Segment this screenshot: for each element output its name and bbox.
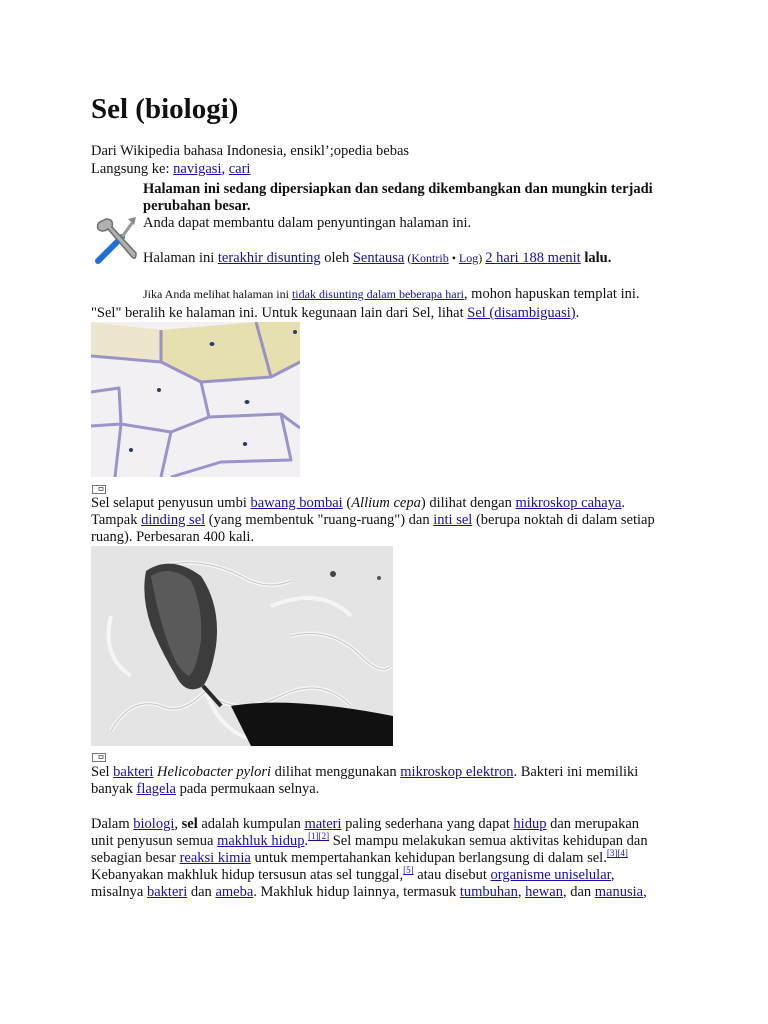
body-text: , dan — [562, 884, 595, 900]
notice-note — [143, 286, 683, 303]
flagella-link[interactable]: flagela — [136, 781, 176, 797]
body-text: . Makhluk hidup lainnya, termasuk — [253, 884, 460, 900]
animals-link[interactable]: hewan — [525, 884, 563, 900]
caption-text: ( — [342, 495, 352, 511]
notice-edited — [143, 250, 683, 267]
edited-by: oleh — [320, 250, 353, 266]
unicellular-link[interactable]: organisme uniselular — [490, 867, 611, 883]
body-text: sebagian besar — [91, 850, 180, 866]
body-text: . — [304, 833, 309, 849]
paren-open: ( — [404, 251, 412, 265]
caption-text: banyak — [91, 781, 137, 797]
body-paragraph — [91, 816, 683, 901]
caption-text: . Bakteri ini memiliki — [513, 764, 639, 780]
body-text: adalah kumpulan — [197, 816, 305, 832]
caption-line: ruang). Perbesaran 400 kali. — [91, 529, 255, 545]
contrib-link[interactable]: Kontrib — [411, 251, 449, 265]
bullet: • — [448, 251, 459, 265]
notice-heading: Halaman ini sedang dipersiapkan dan sedang dikembangkan dan mungkin terjadi perubahan besar. — [143, 181, 653, 214]
tagline: Dari Wikipedia bahasa Indonesia, ensikl’;opedia bebas — [91, 143, 410, 159]
bacteria-link[interactable]: bakteri — [146, 884, 188, 900]
body-line — [91, 884, 683, 901]
caption-text: (berupa noktah di dalam setiap — [472, 512, 655, 528]
term-bold: sel — [181, 816, 198, 832]
plants-link[interactable]: tumbuhan — [459, 884, 518, 900]
jump-prefix: Langsung ke: — [91, 161, 174, 177]
body-line — [91, 833, 683, 850]
enlarge-icon[interactable] — [92, 485, 106, 494]
light-microscope-link[interactable]: mikroskop cahaya — [515, 495, 622, 511]
note-suffix: , mohon hapuskan templat ini. — [463, 286, 640, 302]
body-line — [91, 867, 683, 884]
body-text: , — [517, 884, 526, 900]
disambiguation-link[interactable]: Sel (disambiguasi) — [467, 305, 576, 321]
body-text: atau disebut — [413, 867, 491, 883]
body-text: , — [174, 816, 182, 832]
body-text: , — [610, 867, 615, 883]
caption-text: pada permukaan selnya. — [175, 781, 320, 797]
body-text: dan merupakan — [546, 816, 640, 832]
body-text: dan — [187, 884, 216, 900]
organism-link[interactable]: makhluk hidup — [217, 833, 305, 849]
body-text: , — [643, 884, 647, 900]
body-text: misalnya — [91, 884, 147, 900]
nucleus-link[interactable]: inti sel — [433, 512, 473, 528]
bacteria-link[interactable]: bakteri — [113, 764, 154, 780]
edited-prefix: Halaman ini — [143, 250, 218, 266]
redirect-text: "Sel" beralih ke halaman ini. Untuk kegunaan lain dari Sel, lihat — [91, 305, 468, 321]
onion-cell-image[interactable] — [91, 322, 300, 477]
body-text: untuk mempertahankan kehidupan berlangsung di dalam sel. — [250, 850, 607, 866]
search-link[interactable]: cari — [228, 161, 251, 177]
reference-link[interactable]: [1][2] — [308, 831, 330, 841]
redirect-end: . — [575, 305, 580, 321]
log-link[interactable]: Log — [458, 251, 479, 265]
amoeba-link[interactable]: ameba — [215, 884, 254, 900]
page-title: Sel (biologi) — [91, 93, 239, 125]
jump-sep: , — [221, 161, 229, 177]
caption-text: dilihat menggunakan — [271, 764, 401, 780]
caption-text: Sel — [91, 764, 114, 780]
nav-link[interactable]: navigasi — [173, 161, 222, 177]
not-edited-link[interactable]: tidak disunting dalam beberapa hari — [291, 287, 464, 301]
bacteria-drawing — [91, 546, 393, 746]
caption-text: ) dilihat dengan — [420, 495, 516, 511]
reference-link[interactable]: [5] — [403, 865, 414, 875]
caption-text: (yang membentuk "ruang-ruang") dan — [205, 512, 434, 528]
onion-link[interactable]: bawang bombai — [250, 495, 343, 511]
last-edited-link[interactable]: terakhir disunting — [217, 250, 321, 266]
jump-links — [91, 161, 250, 178]
electron-microscope-link[interactable]: mikroskop elektron — [400, 764, 514, 780]
body-text: Kebanyakan makhluk hidup tersusun atas sel tunggal, — [91, 867, 404, 883]
caption-text: . — [621, 495, 626, 511]
caption-text: Sel selaput penyusun umbi — [91, 495, 251, 511]
bacteria-image[interactable] — [91, 546, 393, 746]
chemical-reaction-link[interactable]: reaksi kimia — [179, 850, 251, 866]
caption-line — [91, 495, 683, 512]
cell-wall-link[interactable]: dinding sel — [141, 512, 206, 528]
humans-link[interactable]: manusia — [594, 884, 644, 900]
caption-bacteria — [91, 764, 683, 798]
species-name: Allium cepa — [351, 495, 421, 511]
redirect-note — [91, 305, 579, 322]
note-prefix: Jika Anda melihat halaman ini — [143, 287, 292, 301]
edited-ago: lalu. — [580, 250, 612, 266]
enlarge-icon[interactable] — [92, 753, 106, 762]
caption-line — [91, 512, 683, 529]
tools-icon — [92, 213, 140, 265]
time-link[interactable]: 2 hari 188 menit — [485, 250, 581, 266]
body-text: paling sederhana yang dapat — [341, 816, 514, 832]
species-name: Helicobacter pylori — [157, 764, 272, 780]
caption-line — [91, 764, 683, 781]
biology-link[interactable]: biologi — [133, 816, 175, 832]
paren-close: ) — [478, 251, 486, 265]
reference-link[interactable]: [3][4] — [606, 848, 628, 858]
body-text: Dalam — [91, 816, 134, 832]
life-link[interactable]: hidup — [513, 816, 547, 832]
user-link[interactable]: Sentausa — [352, 250, 405, 266]
body-line — [91, 816, 683, 833]
body-text: Sel mampu melakukan semua aktivitas kehidupan dan — [329, 833, 648, 849]
caption-line — [91, 781, 683, 798]
matter-link[interactable]: materi — [304, 816, 342, 832]
onion-cell-drawing — [91, 322, 300, 477]
notice-help: Anda dapat membantu dalam penyuntingan halaman ini. — [143, 215, 472, 231]
body-text: unit penyusun semua — [91, 833, 218, 849]
body-line — [91, 850, 683, 867]
caption-text: Tampak — [91, 512, 142, 528]
caption-onion — [91, 495, 683, 546]
